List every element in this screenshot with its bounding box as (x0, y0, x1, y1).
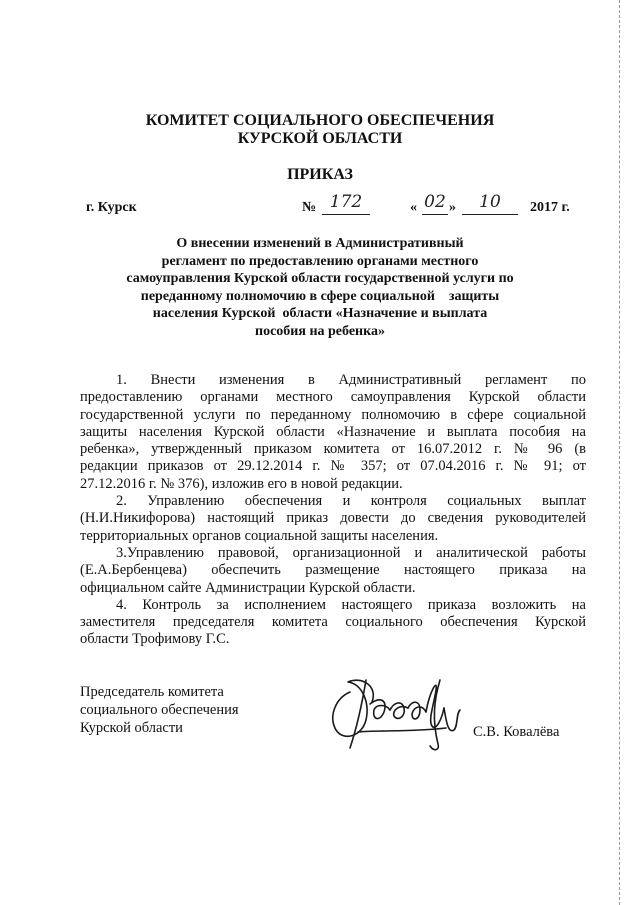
order-number: 172 (322, 192, 370, 215)
subject-line: переданному полномочию в сфере социальной защиты (140, 288, 500, 304)
order-body (80, 372, 586, 649)
city: г. Курск (86, 200, 137, 215)
date-quote-open: « (410, 200, 417, 215)
body-line: 1. Внести изменения в Административный регламент по (116, 372, 586, 388)
paragraph-2 (80, 493, 586, 545)
signer-position-line: социального обеспечения (80, 702, 239, 718)
paragraph-1 (80, 372, 586, 493)
date-month: 10 (462, 192, 518, 215)
body-line: (Е.А.Бербенцева) обеспечить размещение настоящего приказа на (80, 562, 586, 579)
body-line: 4. Контроль за исполнением настоящего приказа возложить на (116, 596, 586, 613)
signer-position-line: Председатель комитета (80, 684, 224, 700)
body-line: территориальных органов социальной защиты населения. (80, 527, 439, 544)
body-line: 3.Управлению правовой, организационной и аналитической работы (116, 544, 586, 561)
body-line: области Трофимову Г.С. (80, 631, 230, 648)
date-day: 02 (422, 192, 448, 215)
body-line: ребенка», утвержденный приказом комитета от 16.07.2012 г. № 96 (в (80, 441, 586, 458)
subject-line: населения Курской области «Назначение и выплата (152, 306, 488, 322)
paragraph-4 (80, 597, 586, 649)
organization-title-line: КУРСКОЙ ОБЛАСТИ (237, 130, 403, 147)
order-subject (70, 235, 570, 341)
subject-line: регламент по предоставлению органами местного (161, 253, 479, 269)
body-line: защиты населения Курской области «Назначение и выплата пособия на (80, 423, 586, 440)
subject-line: пособия на ребенка» (255, 323, 385, 339)
body-line: предоставлению органами местного самоуправления Курской области (80, 389, 586, 406)
order-number-label: № (302, 200, 317, 215)
signer-name: С.В. Ковалёва (473, 724, 560, 740)
document-type: ПРИКАЗ (287, 166, 353, 183)
organization-title-line: КОМИТЕТ СОЦИАЛЬНОГО ОБЕСПЕЧЕНИЯ (145, 112, 495, 129)
body-line: редакции приказов от 29.12.2014 г. № 357; от 07.04.2016 г. № 91; от (80, 458, 586, 475)
date-year: 2017 г. (530, 200, 570, 215)
date-quote-close: » (449, 200, 456, 215)
body-line: 2. Управлению обеспечения и контроля социальных выплат (116, 493, 586, 510)
body-line: заместителя председателя комитета социального обеспечения Курской (80, 614, 586, 631)
body-line: государственной услуги по переданному полномочию в сфере социальной (80, 406, 586, 423)
subject-line: самоуправления Курской области государственной услуги по (126, 271, 514, 287)
body-line: официальном сайте Администрации Курской области. (80, 579, 416, 596)
paragraph-3 (80, 545, 586, 597)
signer-position (80, 683, 239, 737)
body-line: (Н.И.Никифорова) настоящий приказ довести до сведения руководителей (80, 510, 586, 527)
organization-title (0, 112, 640, 148)
body-line: 27.12.2016 г. № 376), изложив его в новой редакции. (80, 475, 403, 492)
handwritten-signature (322, 660, 472, 755)
signer-position-line: Курской области (80, 720, 183, 736)
subject-line: О внесении изменений в Административный (176, 236, 464, 251)
